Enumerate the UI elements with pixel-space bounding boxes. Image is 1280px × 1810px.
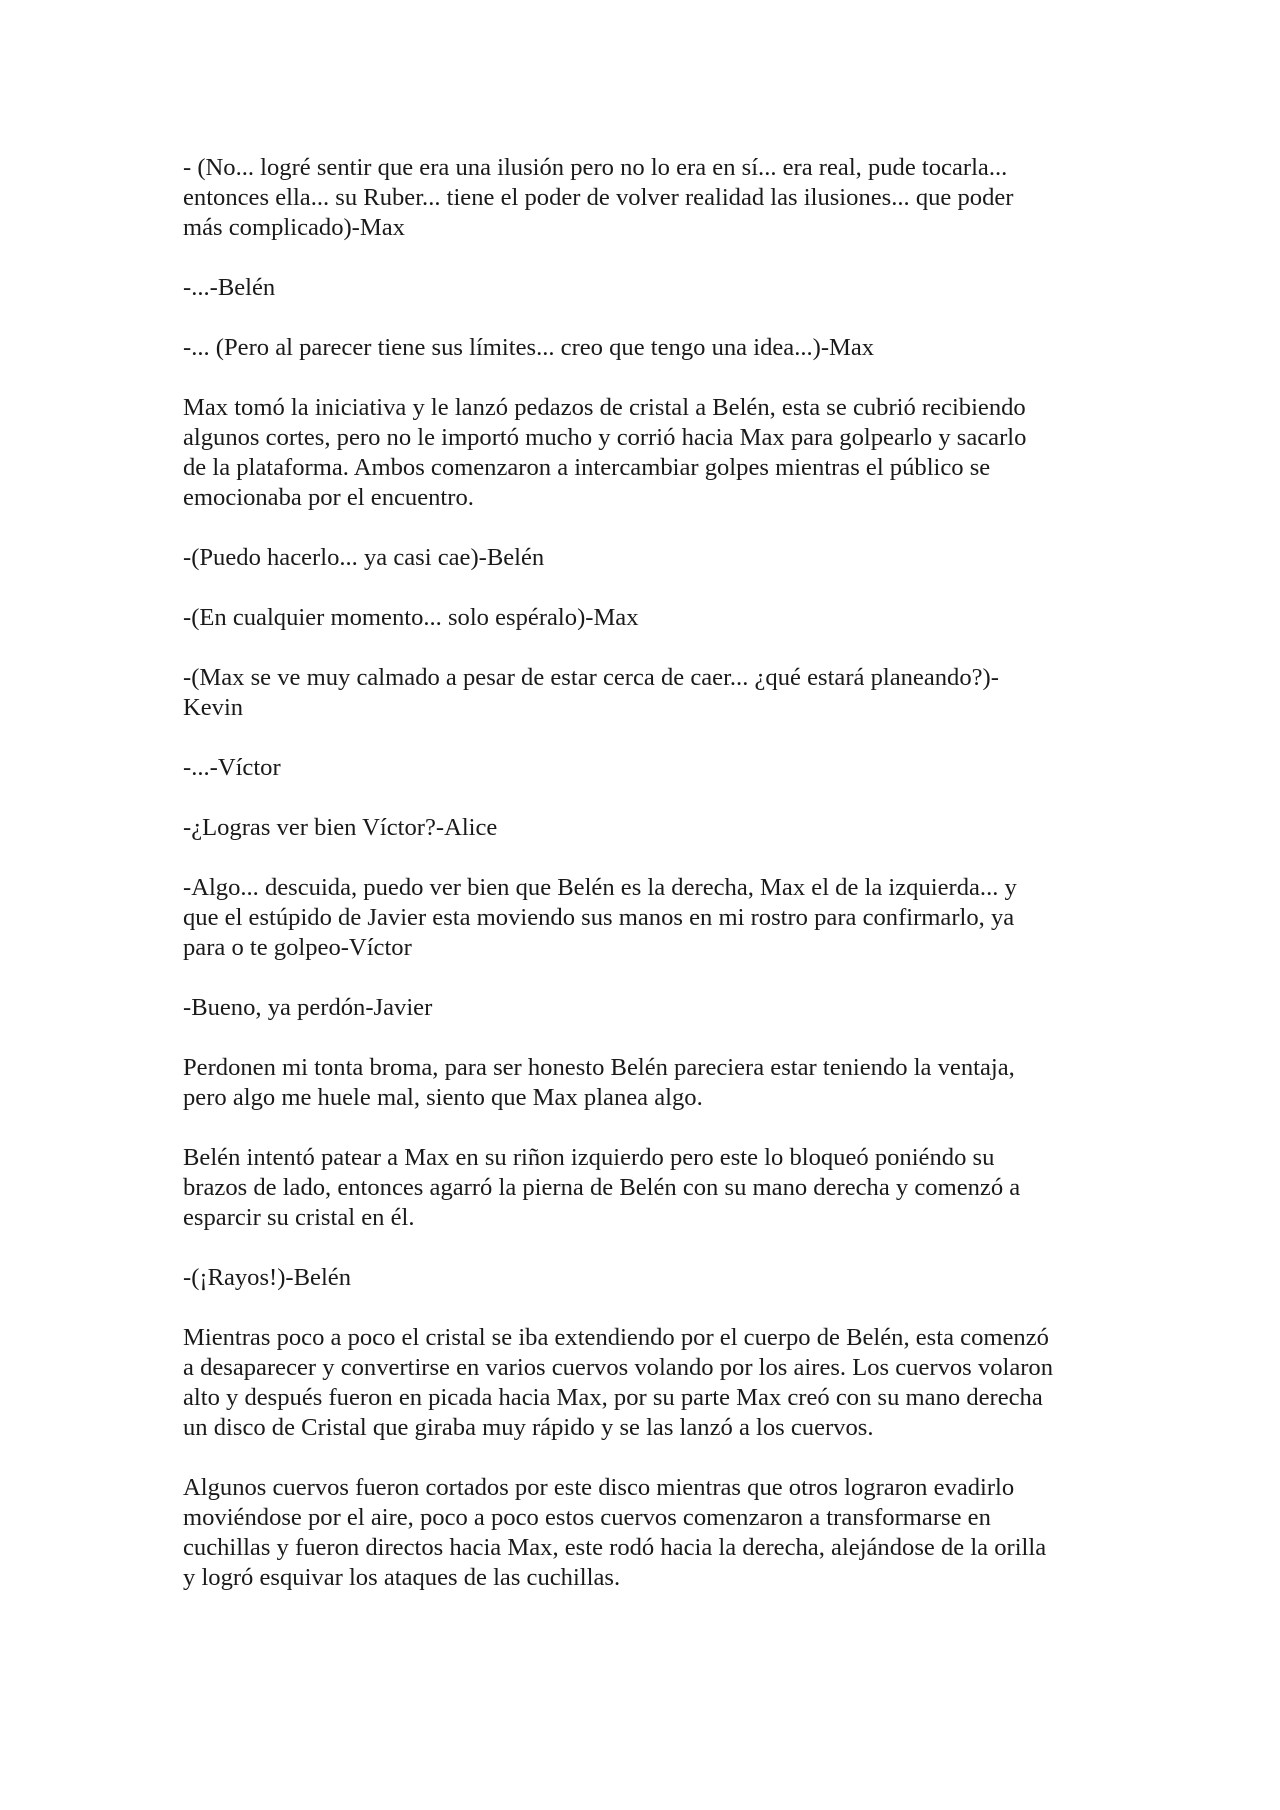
paragraph-9: -¿Logras ver bien Víctor?-Alice	[183, 814, 498, 841]
paragraph-10: -Algo... descuida, puedo ver bien que Belén es la derecha, Max el de la izquierda... y que el estúpido de Javier esta moviendo sus manos en mi rostro para confirmarlo, ya para o te golpeo-Víctor	[183, 874, 1017, 961]
paragraph-16: Algunos cuervos fueron cortados por este disco mientras que otros lograron evadirlo moviéndose por el aire, poco a poco estos cuervos comenzaron a transformarse en cuchillas y fueron directos hacia Max, este rodó hacia la derecha, alejándose de la orilla y logró esquivar los ataques de las cuchillas.	[183, 1474, 1047, 1591]
paragraph-1: - (No... logré sentir que era una ilusión pero no lo era en sí... era real, pude tocarla... entonces ella... su Ruber... tiene el poder de volver realidad las ilusiones... que poder más complicado)-Max	[183, 154, 1014, 241]
paragraph-5: -(Puedo hacerlo... ya casi cae)-Belén	[183, 544, 545, 571]
paragraph-15: Mientras poco a poco el cristal se iba extendiendo por el cuerpo de Belén, esta comenzó a desaparecer y convertirse en varios cuervos volando por los aires. Los cuervos volaron alto y después fueron en picada hacia Max, por su parte Max creó con su mano derecha un disco de Cristal que giraba muy rápido y se las lanzó a los cuervos.	[183, 1324, 1054, 1441]
paragraph-3: -... (Pero al parecer tiene sus límites... creo que tengo una idea...)-Max	[183, 334, 875, 361]
paragraph-2: -...-Belén	[183, 274, 276, 301]
paragraph-13: Belén intentó patear a Max en su riñon izquierdo pero este lo bloqueó poniéndo su brazos de lado, entonces agarró la pierna de Belén con su mano derecha y comenzó a esparcir su cristal en él.	[183, 1144, 1021, 1231]
paragraph-12: Perdonen mi tonta broma, para ser honesto Belén pareciera estar teniendo la ventaja, pero algo me huele mal, siento que Max planea algo.	[183, 1054, 1015, 1111]
paragraph-6: -(En cualquier momento... solo espéralo)-Max	[183, 604, 639, 631]
paragraph-4: Max tomó la iniciativa y le lanzó pedazos de cristal a Belén, esta se cubrió recibiendo algunos cortes, pero no le importó mucho y corrió hacia Max para golpearlo y sacarlo de la plataforma. Ambos comenzaron a intercambiar golpes mientras el público se emocionaba por el encuentro.	[183, 394, 1027, 511]
paragraph-11: -Bueno, ya perdón-Javier	[183, 994, 433, 1021]
paragraph-7: -(Max se ve muy calmado a pesar de estar cerca de caer... ¿qué estará planeando?)- Kevin	[183, 664, 999, 721]
document-body	[183, 153, 1103, 1623]
paragraph-8: -...-Víctor	[183, 754, 281, 781]
paragraph-14: -(¡Rayos!)-Belén	[183, 1264, 351, 1291]
